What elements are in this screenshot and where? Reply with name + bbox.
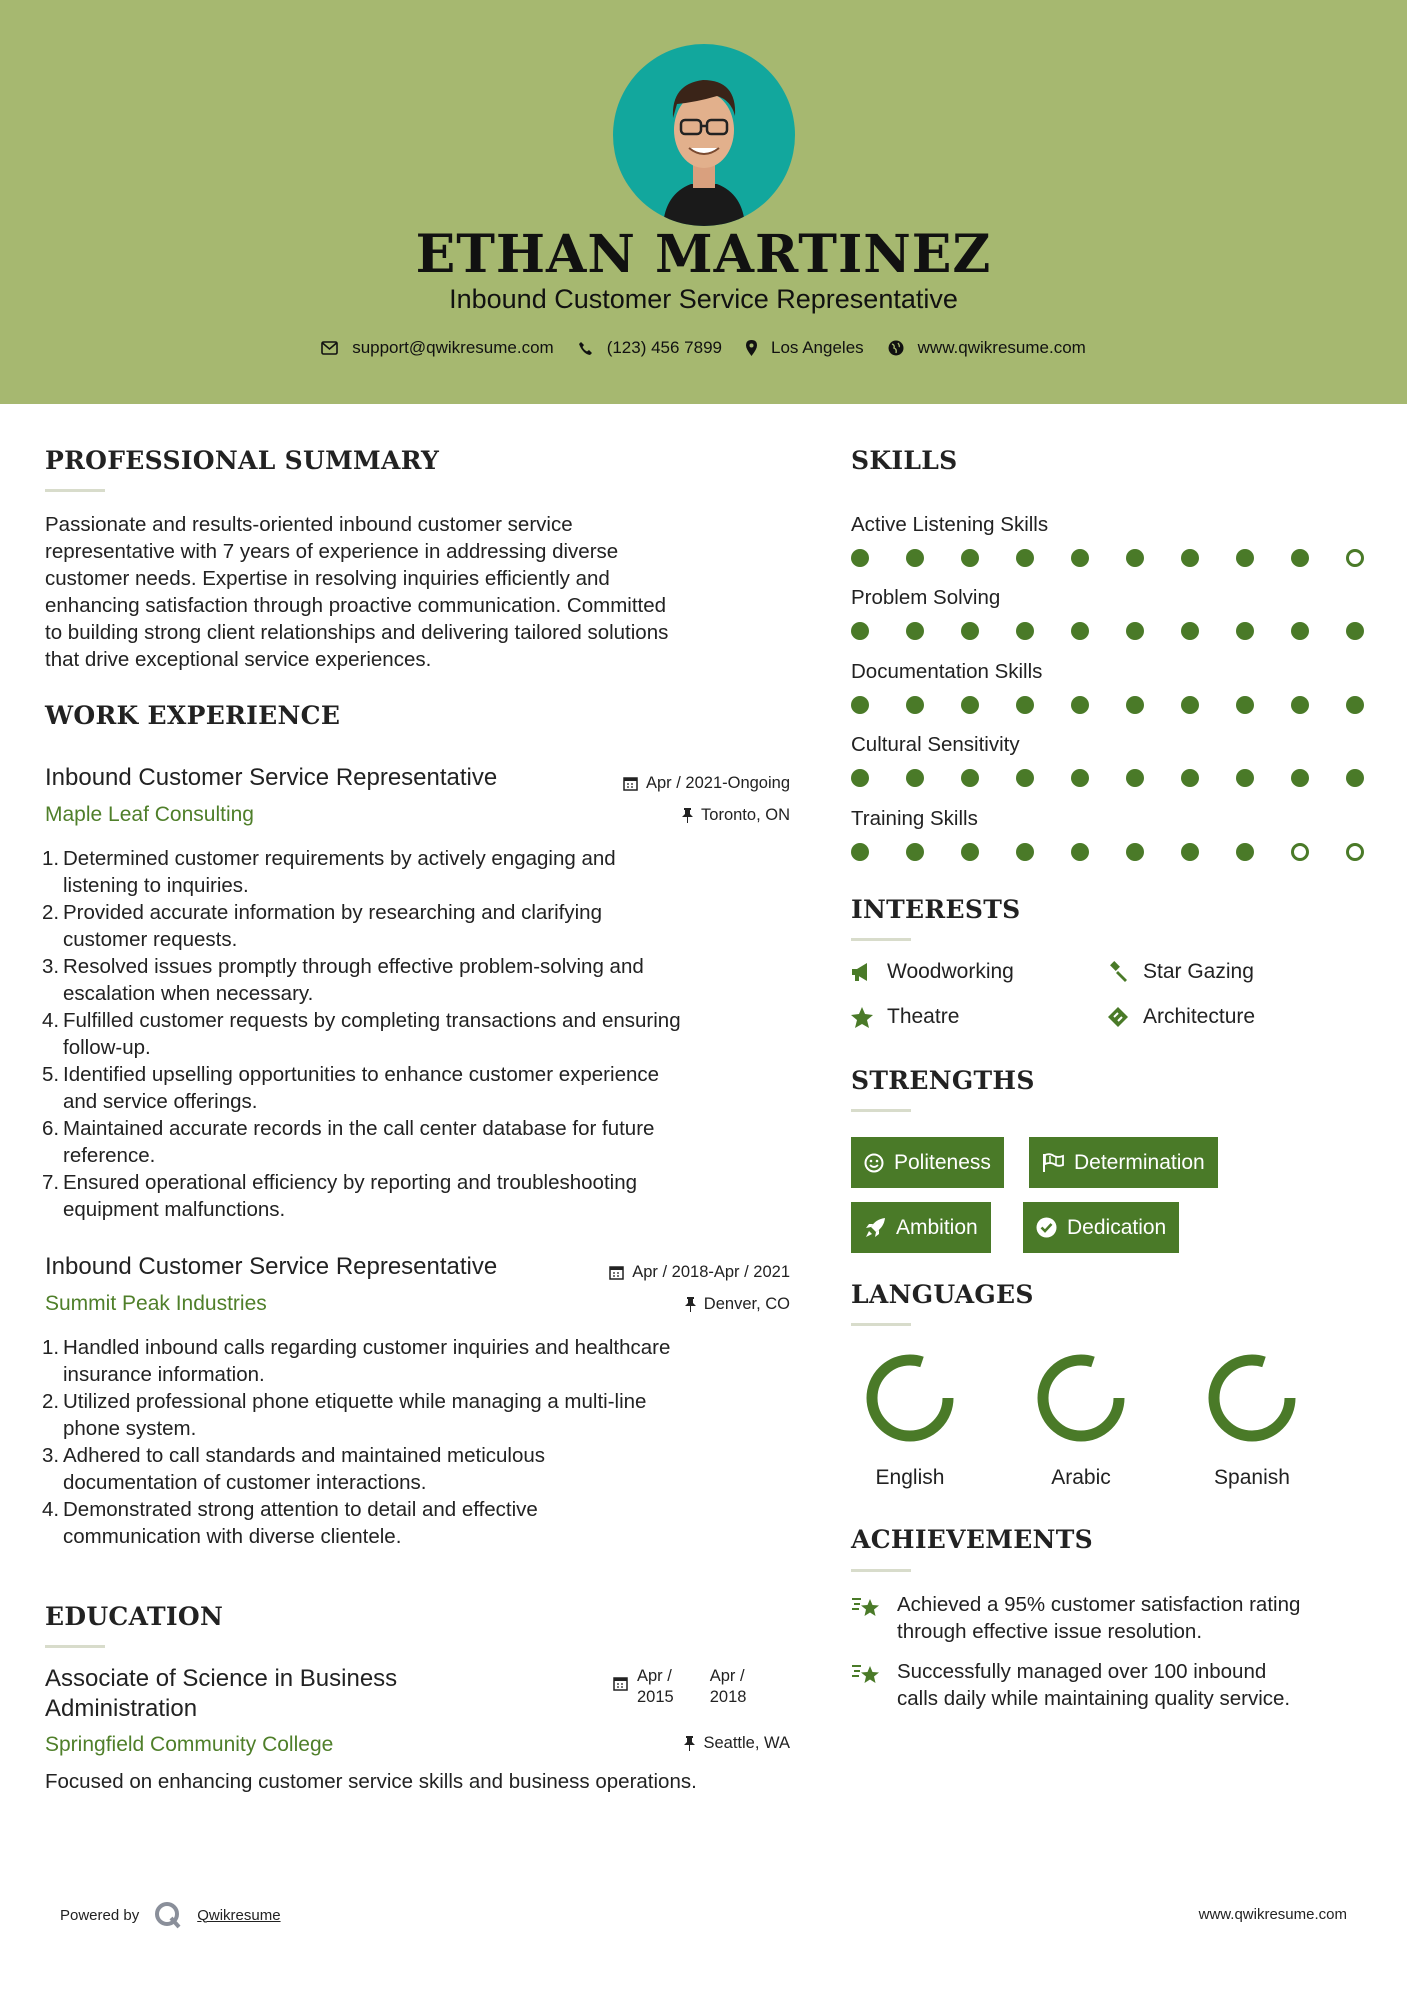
ticket-icon — [1107, 1006, 1129, 1028]
job-date — [560, 1263, 790, 1282]
strengths-divider — [851, 1109, 911, 1112]
strength-badge — [1029, 1137, 1218, 1188]
experience-heading: WORK EXPERIENCE — [45, 701, 341, 730]
skill-name: Active Listening Skills — [851, 513, 1049, 536]
summary-heading: PROFESSIONAL SUMMARY — [45, 446, 440, 475]
skill-dot — [1071, 696, 1089, 714]
skill-dot — [1291, 843, 1309, 861]
achievement-line: Achieved a 95% customer satisfaction rating — [897, 1593, 1301, 1616]
summary-line: Passionate and results-oriented inbound customer service — [45, 513, 573, 536]
language-gauge — [1192, 1345, 1312, 1455]
skill-dot — [1016, 843, 1034, 861]
skill-dot — [1016, 696, 1034, 714]
list-item: 1. Determined customer requirements by actively engaging and listening to inquiries. — [42, 847, 616, 897]
calendar-icon — [623, 776, 638, 791]
map-pin-icon — [746, 340, 757, 356]
skill-dot — [1291, 549, 1309, 567]
skill-dot — [1126, 549, 1144, 567]
rocket-icon — [864, 1217, 886, 1239]
skill-dot — [1346, 769, 1364, 787]
interest-label: Architecture — [1143, 1005, 1256, 1028]
phone-text: (123) 456 7899 — [606, 338, 723, 357]
education-heading: EDUCATION — [45, 1602, 224, 1631]
phone-icon — [578, 341, 593, 356]
interests-divider — [851, 938, 911, 941]
languages-divider — [851, 1323, 911, 1326]
skill-rating — [851, 696, 1401, 714]
skill-dot — [1291, 769, 1309, 787]
language-name: Arabic — [1051, 1466, 1111, 1489]
languages-heading: LANGUAGES — [851, 1280, 1034, 1309]
skill-name: Problem Solving — [851, 586, 1001, 609]
skill-rating — [851, 549, 1401, 567]
skill-dot — [1236, 696, 1254, 714]
pushpin-icon — [685, 1297, 696, 1312]
envelope-icon — [321, 341, 338, 355]
interest-label: Star Gazing — [1143, 960, 1254, 983]
location-text: Los Angeles — [771, 338, 864, 357]
contact-location — [746, 338, 864, 358]
achievement-line: calls daily while maintaining quality service. — [897, 1687, 1291, 1710]
degree-title — [45, 1664, 397, 1724]
globe-icon — [888, 340, 904, 356]
language-gauge — [850, 1345, 970, 1455]
skill-dot — [1346, 843, 1364, 861]
achievement-item — [851, 1591, 1371, 1645]
skill-dot — [1181, 549, 1199, 567]
list-item: 2. Provided accurate information by researching and clarifying customer requests. — [42, 901, 602, 951]
skill-dot — [1016, 622, 1034, 640]
list-item: 4. Fulfilled customer requests by completing transactions and ensuring follow-up. — [42, 1009, 681, 1059]
list-item: 2. Utilized professional phone etiquette while managing a multi-line phone system. — [42, 1390, 647, 1440]
pushpin-icon — [684, 1736, 695, 1751]
language-gauge — [1021, 1345, 1141, 1455]
degree-line: Administration — [45, 1695, 198, 1722]
list-item: 5. Identified upselling opportunities to enhance customer experience and service offerings. — [42, 1063, 660, 1113]
skills-heading: SKILLS — [851, 446, 958, 475]
flag-icon — [1042, 1153, 1064, 1173]
job-title: Inbound Customer Service Representative — [45, 1253, 498, 1280]
start-date: Apr / — [637, 1667, 672, 1685]
footer-website[interactable]: www.qwikresume.com — [1198, 1906, 1347, 1923]
job-date — [560, 774, 790, 793]
skill-dot — [1236, 843, 1254, 861]
skill-rating — [851, 769, 1401, 787]
skill-dot — [1236, 769, 1254, 787]
summary-text — [45, 511, 805, 673]
skill-dot — [961, 549, 979, 567]
job-date-text: Apr / 2021-Ongoing — [645, 774, 790, 792]
list-item: 3. Adhered to call standards and maintained meticulous documentation of customer interactions. — [42, 1444, 546, 1494]
list-item: 3. Resolved issues promptly through effective problem-solving and escalation when necessary. — [42, 955, 644, 1005]
strength-label: Dedication — [1067, 1215, 1167, 1239]
skill-dot — [906, 622, 924, 640]
summary-line: customer needs. Expertise in resolving inquiries efficiently and — [45, 567, 610, 590]
strength-label: Politeness — [894, 1150, 991, 1174]
skill-dot — [1236, 549, 1254, 567]
skill-dot — [1291, 696, 1309, 714]
company-name: Summit Peak Industries — [45, 1292, 267, 1315]
star-icon — [851, 1007, 873, 1028]
achievement-line: through effective issue resolution. — [897, 1620, 1203, 1643]
skill-dot — [1016, 549, 1034, 567]
summary-line: that drive exceptional service experiences. — [45, 648, 432, 671]
start-year: 2015 — [637, 1688, 674, 1706]
interest-item — [1107, 960, 1254, 984]
contact-phone[interactable] — [578, 338, 722, 358]
skill-dot — [1346, 622, 1364, 640]
strength-label: Determination — [1074, 1150, 1205, 1174]
job-title: Inbound Customer Service Representative — [45, 764, 498, 791]
skill-dot — [1126, 769, 1144, 787]
list-item: 6. Maintained accurate records in the call center database for future reference. — [42, 1117, 655, 1167]
website-text: www.qwikresume.com — [917, 338, 1086, 357]
job-location-text: Toronto, ON — [701, 806, 790, 824]
strengths-heading: STRENGTHS — [851, 1066, 1035, 1095]
skill-dot — [906, 696, 924, 714]
pushpin-icon — [682, 808, 693, 823]
company-name: Maple Leaf Consulting — [45, 803, 254, 826]
interest-label: Theatre — [887, 1005, 960, 1028]
contact-email[interactable] — [321, 338, 554, 358]
skill-dot — [851, 843, 869, 861]
summary-line: to building strong client relationships and delivering tailored solutions — [45, 621, 669, 644]
skill-dot — [961, 622, 979, 640]
degree-line: Associate of Science in Business — [45, 1665, 398, 1692]
contact-website[interactable] — [888, 338, 1086, 358]
skill-dot — [1126, 622, 1144, 640]
skill-name: Cultural Sensitivity — [851, 733, 1020, 756]
skill-dot — [1071, 769, 1089, 787]
list-item: 4. Demonstrated strong attention to detail and effective communication with diverse clientele. — [42, 1498, 538, 1548]
interest-item — [851, 1005, 959, 1029]
achievements-divider — [851, 1569, 911, 1572]
skill-name: Documentation Skills — [851, 660, 1043, 683]
skill-name: Training Skills — [851, 807, 978, 830]
education-description: Focused on enhancing customer service skills and business operations. — [45, 1770, 697, 1793]
skill-dot — [906, 843, 924, 861]
qwikresume-logo-icon — [153, 1900, 183, 1930]
job-duties-list — [42, 845, 815, 1223]
skill-dot — [851, 696, 869, 714]
summary-line: enhancing satisfaction through proactive communication. Committed — [45, 594, 667, 617]
interest-label: Woodworking — [887, 960, 1014, 983]
strength-label: Ambition — [896, 1215, 978, 1239]
list-item: 1. Handled inbound calls regarding customer inquiries and healthcare insurance information. — [42, 1336, 671, 1386]
candidate-title: Inbound Customer Service Representative — [449, 284, 958, 314]
skill-dot — [851, 549, 869, 567]
footer-branding — [60, 1900, 281, 1930]
skill-dot — [1071, 622, 1089, 640]
shooting-star-icon — [851, 1593, 883, 1621]
skill-dot — [961, 843, 979, 861]
job-location — [560, 806, 790, 825]
contact-bar — [0, 338, 1407, 358]
skill-dot — [1181, 769, 1199, 787]
achievements-heading: ACHIEVEMENTS — [851, 1525, 1093, 1554]
skill-dot — [1291, 622, 1309, 640]
strength-badge — [1023, 1202, 1179, 1253]
skill-dot — [1126, 843, 1144, 861]
strength-badge — [851, 1202, 991, 1253]
job-location — [560, 1295, 790, 1314]
skill-dot — [961, 696, 979, 714]
interest-item — [851, 960, 1014, 984]
education-dates — [613, 1666, 746, 1708]
end-year: 2018 — [709, 1688, 747, 1706]
megaphone-icon — [851, 962, 873, 982]
skill-dot — [1181, 843, 1199, 861]
job-duties-list — [42, 1334, 815, 1550]
end-date: Apr / — [709, 1667, 745, 1685]
email-text: support@qwikresume.com — [352, 338, 554, 357]
skill-rating — [851, 622, 1401, 640]
achievement-item — [851, 1658, 1371, 1712]
skill-dot — [1346, 549, 1364, 567]
school-name: Springfield Community College — [45, 1733, 334, 1756]
achievement-line: Successfully managed over 100 inbound — [897, 1660, 1267, 1683]
interests-heading: INTERESTS — [851, 895, 1021, 924]
language-name: English — [875, 1466, 945, 1489]
summary-line: representative with 7 years of experience in addressing diverse — [45, 540, 619, 563]
shooting-star-icon — [851, 1660, 883, 1688]
header-banner — [0, 0, 1407, 404]
calendar-icon — [609, 1265, 624, 1280]
calendar-icon — [613, 1676, 628, 1691]
skill-dot — [1181, 696, 1199, 714]
skill-dot — [906, 549, 924, 567]
gavel-icon — [1107, 961, 1129, 983]
skill-dot — [906, 769, 924, 787]
skill-dot — [1346, 696, 1364, 714]
job-location-text: Denver, CO — [703, 1295, 790, 1313]
smile-icon — [864, 1153, 884, 1173]
school-location-text: Seattle, WA — [703, 1734, 790, 1752]
skill-dot — [961, 769, 979, 787]
brand-link[interactable]: Qwikresume — [197, 1906, 281, 1924]
school-location — [560, 1734, 790, 1753]
skill-dot — [1126, 696, 1144, 714]
check-circle-icon — [1036, 1217, 1057, 1238]
profile-photo — [613, 44, 795, 226]
strength-badge — [851, 1137, 1004, 1188]
skill-dot — [851, 769, 869, 787]
skill-dot — [1071, 549, 1089, 567]
language-name: Spanish — [1214, 1466, 1290, 1489]
candidate-name: ETHAN MARTINEZ — [415, 224, 992, 285]
skill-rating — [851, 843, 1401, 861]
education-divider — [45, 1645, 105, 1648]
skill-dot — [851, 622, 869, 640]
skill-dot — [1236, 622, 1254, 640]
skill-dot — [1071, 843, 1089, 861]
interest-item — [1107, 1005, 1255, 1029]
skill-dot — [1016, 769, 1034, 787]
list-item: 7. Ensured operational efficiency by reporting and troubleshooting equipment malfunctions. — [42, 1171, 637, 1221]
skill-dot — [1181, 622, 1199, 640]
job-date-text: Apr / 2018-Apr / 2021 — [632, 1263, 790, 1281]
powered-by-text: Powered by — [60, 1906, 140, 1924]
summary-divider — [45, 489, 105, 492]
